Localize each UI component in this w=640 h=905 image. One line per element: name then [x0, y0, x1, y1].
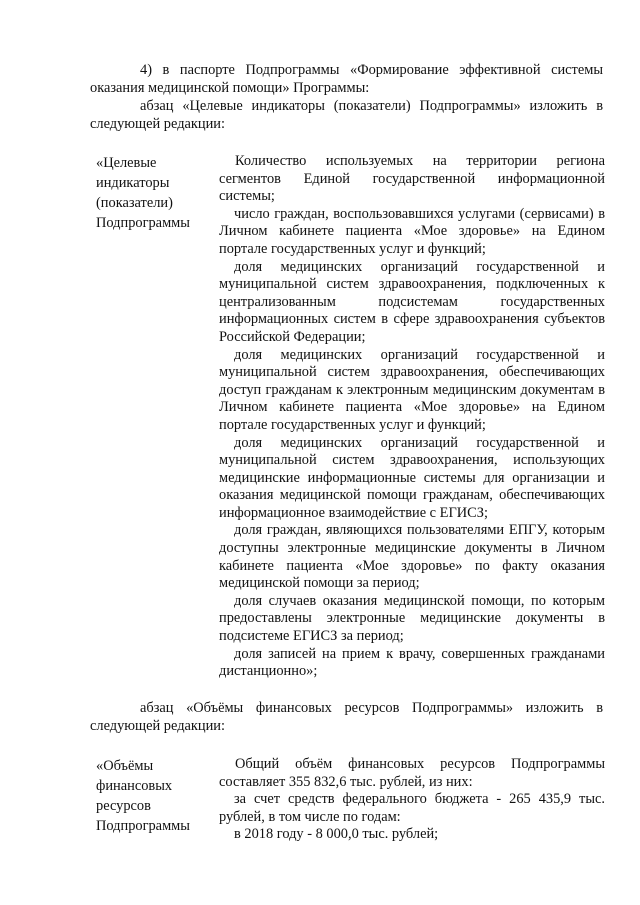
indicator-item: доля медицинских организаций государственной и муниципальной систем здравоохранения, подключенных к централизованным подсистемам государственных информационных систем в сфере здравоохранения субъектов Российской Федерации;: [219, 258, 605, 345]
indicator-item: доля медицинских организаций государственной и муниципальной систем здравоохранения, обеспечивающих доступ гражданам к электронным медицинским документам в Личном кабинете пациента «Мое здоровье» на Едином портале государственных услуг и функций;: [219, 346, 605, 433]
indicators-instruction-paragraph: абзац «Целевые индикаторы (показатели) Подпрограммы» изложить в следующей редакции:: [90, 98, 603, 132]
indicators-list: [219, 153, 605, 681]
label-line: финансовых: [96, 778, 173, 794]
label-line: Подпрограммы: [96, 818, 190, 834]
finance-item: за счет средств федерального бюджета - 265 435,9 тыс. рублей, в том числе по годам:: [219, 791, 605, 825]
indicator-item: доля записей на прием к врачу, совершенных гражданами дистанционно»;: [219, 645, 605, 680]
indicator-item: число граждан, воспользовавшихся услугами (сервисами) в Личном кабинете пациента «Мое здоровье» на Едином портале государственных услуг и функций;: [219, 205, 605, 257]
label-line: «Объёмы: [96, 758, 154, 774]
finance-label: [96, 756, 208, 836]
finance-item: в 2018 году - 8 000,0 тыс. рублей;: [234, 826, 439, 843]
label-line: «Целевые: [96, 155, 157, 171]
indicator-item: доля случаев оказания медицинской помощи, по которым предоставлены электронные медицинские документы в подсистеме ЕГИСЗ за период;: [219, 592, 605, 645]
finance-instruction-paragraph: абзац «Объёмы финансовых ресурсов Подпрограммы» изложить в следующей редакции:: [90, 700, 603, 734]
finance-item: Общий объём финансовых ресурсов Подпрограммы составляет 355 832,6 тыс. рублей, из них:: [219, 756, 605, 790]
item-4-paragraph: 4) в паспорте Подпрограммы «Формирование эффективной системы оказания медицинской помощи» Программы:: [90, 62, 603, 96]
indicator-item: Количество используемых на территории региона сегментов Единой государственной информационной системы;: [219, 153, 605, 205]
indicator-item: доля граждан, являющихся пользователями ЕПГУ, которым доступны электронные медицинские документы в Личном кабинете пациента «Мое здоровье» по факту оказания медицинской помощи за период;: [219, 522, 605, 592]
label-line: (показатели): [96, 195, 173, 211]
indicators-label: [96, 153, 208, 233]
label-line: ресурсов: [96, 798, 151, 814]
label-line: индикаторы: [96, 175, 170, 191]
label-line: Подпрограммы: [96, 215, 190, 231]
indicator-item: доля медицинских организаций государственной и муниципальной систем здравоохранения, использующих медицинские информационные системы для организации и оказания медицинской помощи гражданам, обеспечивающих информационное взаимодействие с ЕГИСЗ;: [219, 434, 605, 521]
finance-list: [219, 756, 605, 844]
